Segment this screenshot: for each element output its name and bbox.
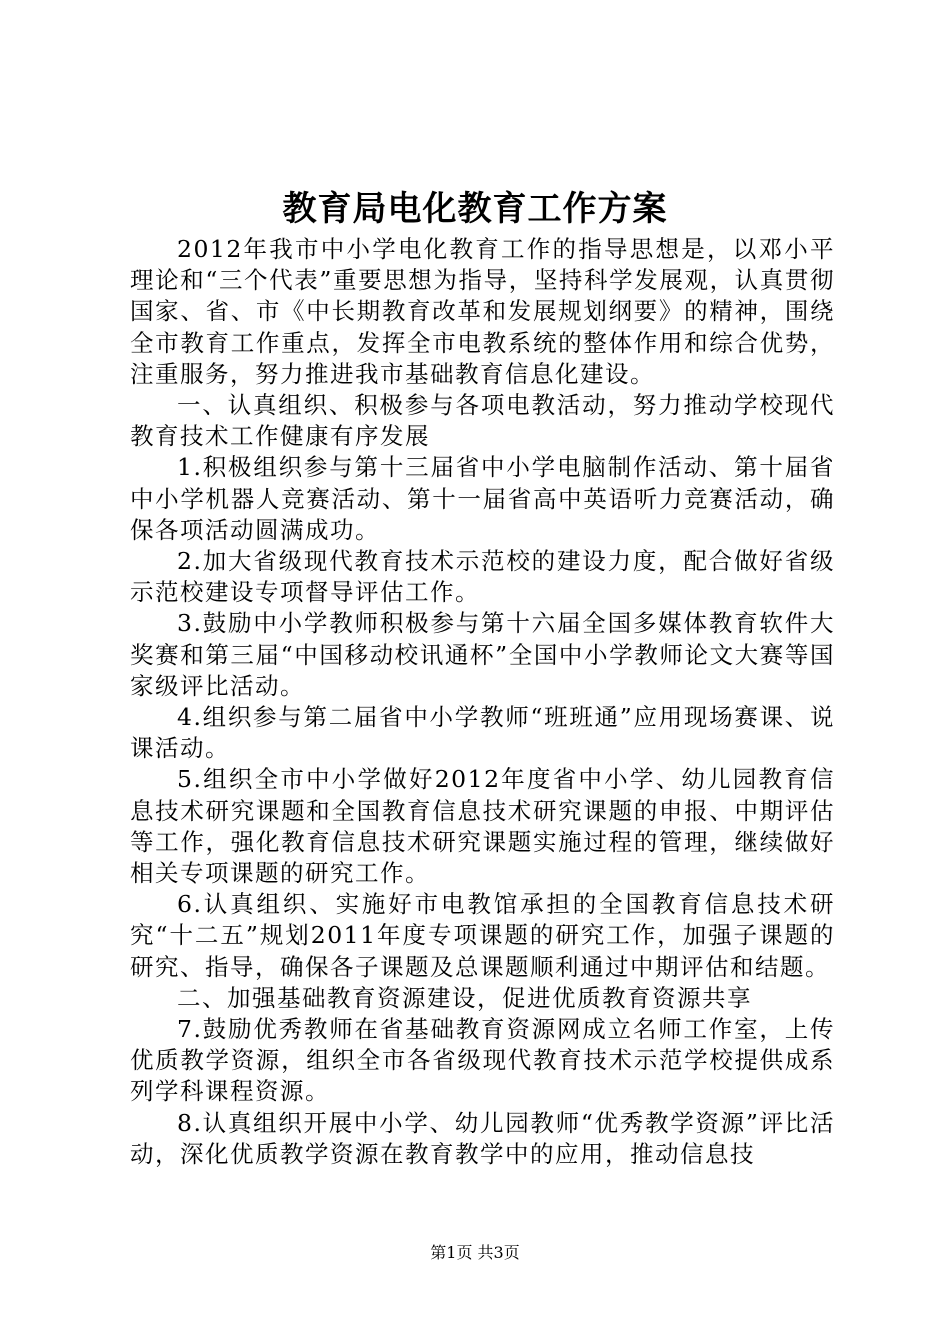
list-item-4: 4.组织参与第二届省中小学教师“班班通”应用现场赛课、说课活动。	[130, 703, 835, 763]
list-item-6: 6.认真组织、实施好市电教馆承担的全国教育信息技术研究“十二五”规划2011年度专项课题的研究工作，加强子课题的研究、指导，确保各子课题及总课题顺利通过中期评估和结题。	[130, 890, 835, 981]
list-item-8: 8.认真组织开展中小学、幼儿园教师“优秀教学资源”评比活动，深化优质教学资源在教育教学中的应用，推动信息技	[130, 1108, 835, 1168]
list-item-5: 5.组织全市中小学做好2012年度省中小学、幼儿园教育信息技术研究课题和全国教育信息技术研究课题的申报、中期评估等工作，强化教育信息技术研究课题实施过程的管理，继续做好相关专项课题的研究工作。	[130, 765, 835, 888]
document-title: 教育局电化教育工作方案	[282, 189, 668, 229]
document-body	[130, 234, 835, 1170]
list-item-3: 3.鼓励中小学教师积极参与第十六届全国多媒体教育软件大奖赛和第三届“中国移动校讯通杯”全国中小学教师论文大赛等国家级评比活动。	[130, 609, 835, 700]
section-heading-1: 一、认真组织、积极参与各项电教活动，努力推动学校现代教育技术工作健康有序发展	[130, 391, 835, 451]
page-footer: 第1页 共3页	[430, 1243, 520, 1262]
section-heading-2: 二、加强基础教育资源建设，促进优质教育资源共享	[177, 983, 752, 1012]
list-item-2: 2.加大省级现代教育技术示范校的建设力度，配合做好省级示范校建设专项督导评估工作。	[130, 547, 835, 607]
list-item-1: 1.积极组织参与第十三届省中小学电脑制作活动、第十届省中小学机器人竞赛活动、第十一届省高中英语听力竞赛活动，确保各项活动圆满成功。	[130, 453, 835, 544]
paragraph-intro: 2012年我市中小学电化教育工作的指导思想是，以邓小平理论和“三个代表”重要思想为指导，坚持科学发展观，认真贯彻国家、省、市《中长期教育改革和发展规划纲要》的精神，围绕全市教育工作重点，发挥全市电教系统的整体作用和综合优势，注重服务，努力推进我市基础教育信息化建设。	[130, 235, 835, 388]
list-item-7: 7.鼓励优秀教师在省基础教育资源网成立名师工作室，上传优质教学资源，组织全市各省级现代教育技术示范学校提供成系列学科课程资源。	[130, 1015, 835, 1106]
